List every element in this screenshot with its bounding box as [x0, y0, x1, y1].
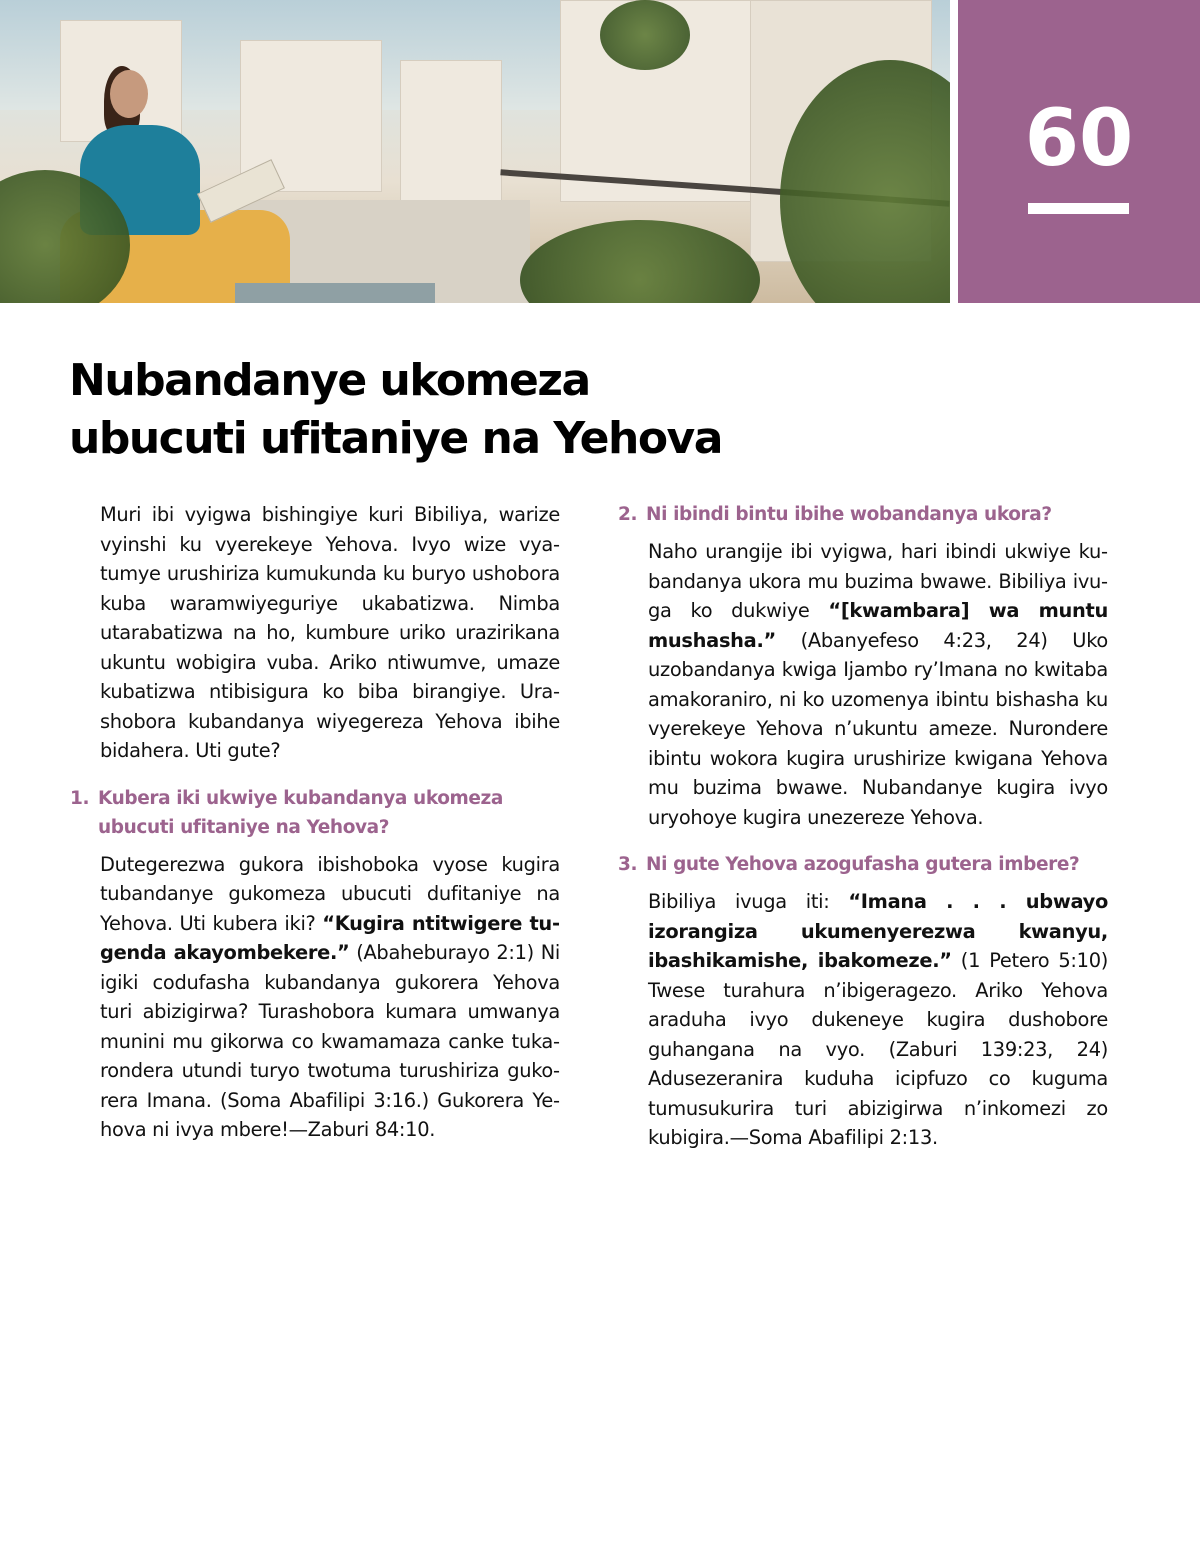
question-text: Ni ibindi bintu ibihe wobandanya ukora? [646, 504, 1052, 525]
lesson-number-underline [1028, 203, 1129, 214]
column-left [70, 500, 560, 1163]
answer-paragraph [648, 537, 1108, 832]
answer-paragraph [100, 850, 560, 1145]
answer-text: Bibiliya ivuga iti: [648, 890, 849, 913]
answer-text: (Abaheburayo 2:1) Ni igiki codufasha kubandanya gukorera Yehova turi abizigirwa? Turashobora kumara umwanya munini mu gikorwa co kwamamaza canke tukarondera utundi turyo twotuma turushiriza gukorera Imana. (Soma Abafilipi 3:16.) Gukorera Yehova ni ivya mbere!—Zaburi 84:10. [100, 941, 560, 1141]
lesson-number-badge [958, 0, 1200, 303]
question-number: 2. [618, 504, 638, 525]
building [400, 60, 502, 202]
answer-text: Dutegerezwa gukora ibishoboka vyose kugira tubandanye gukomeza ubucuti dufitaniye na Yehova. Uti kubera iki? [100, 852, 560, 935]
answer-text: (Abanyefeso 4:23, 24) Uko uzobandanya kwiga Ijambo ry’Imana no kwitaba amakoraniro, ni ko uzomenya ibintu bishasha ku vyerekeye Yehova n’ukuntu ameze. Nurondere ibintu wokora kugira urushirize kwigana Yehova mu buzima bwawe. Nubandanye kugira ivyo uryohoye kugira unezereze Yehova. [648, 628, 1108, 829]
plant [520, 220, 760, 303]
question-number: 1. [70, 787, 90, 809]
answer-text: Naho urangije ibi vyigwa, hari ibindi ukwiye kubandanya ukora mu buzima bwawe. Bibiliya ivuga ko dukwiye [648, 540, 1108, 622]
title-line-2: ubucuti ufitaniye na Yehova [69, 413, 722, 464]
plant [600, 0, 690, 70]
lesson-number: 60 [1024, 94, 1134, 184]
question-heading [70, 784, 560, 842]
question-heading [618, 850, 1108, 879]
answer-paragraph [648, 887, 1108, 1153]
answer-text: (1 Petero 5:10) Twese turahura n’ibigeragezo. Ariko Yehova araduha ivyo dukeneye kugira dushobore guhangana na vyo. (Zaburi 139:23, 24) Adusezeranira kuduha icipfuzo co kuguma tumusukurira turi abizigirwa n’inkomezi zo kubigira.—Soma Abafilipi 2:13. [648, 949, 1108, 1149]
intro-paragraph: Muri ibi vyigwa bishingiye kuri Bibiliya, warize vyinshi ku vyerekeye Yehova. Ivyo wize vyatumye urushiriza kumukunda ku buryo ushobora kuba waramwiyeguriye ukabatizwa. Nimba utarabatizwa na ho, kumbure uriko urazirikana ukuntu wobigira vuba. Ariko ntiwumve, umaze kubatizwa ntibisigura ko biba birangiye. Urashobora kubandanya wiyegereza Yehova ibihe bidahera. Uti gute? [100, 503, 560, 762]
column-right [618, 500, 1108, 1171]
table [235, 283, 435, 303]
question-text: Ni gute Yehova azogufasha gutera imbere? [646, 854, 1080, 875]
lesson-hero-image [0, 0, 950, 303]
scripture-quote: “[kwambara] wa muntu mushasha.” [648, 599, 1108, 652]
question-heading [618, 500, 1108, 529]
scripture-quote: “Imana . . . ubwayo izorangiza ukumenyerezwa kwanyu, ibashikamishe, ibakomeze.” [648, 890, 1108, 972]
lesson-title [69, 352, 869, 468]
question-number: 3. [618, 854, 638, 875]
scripture-quote: “Kugira ntitwigere tugenda akayombekere.” [100, 911, 560, 964]
question-text: Kubera iki ukwiye kubandanya ukomeza ubucuti ufitaniye na Yehova? [98, 787, 504, 838]
title-line-1: Nubandanye ukomeza [69, 355, 590, 406]
